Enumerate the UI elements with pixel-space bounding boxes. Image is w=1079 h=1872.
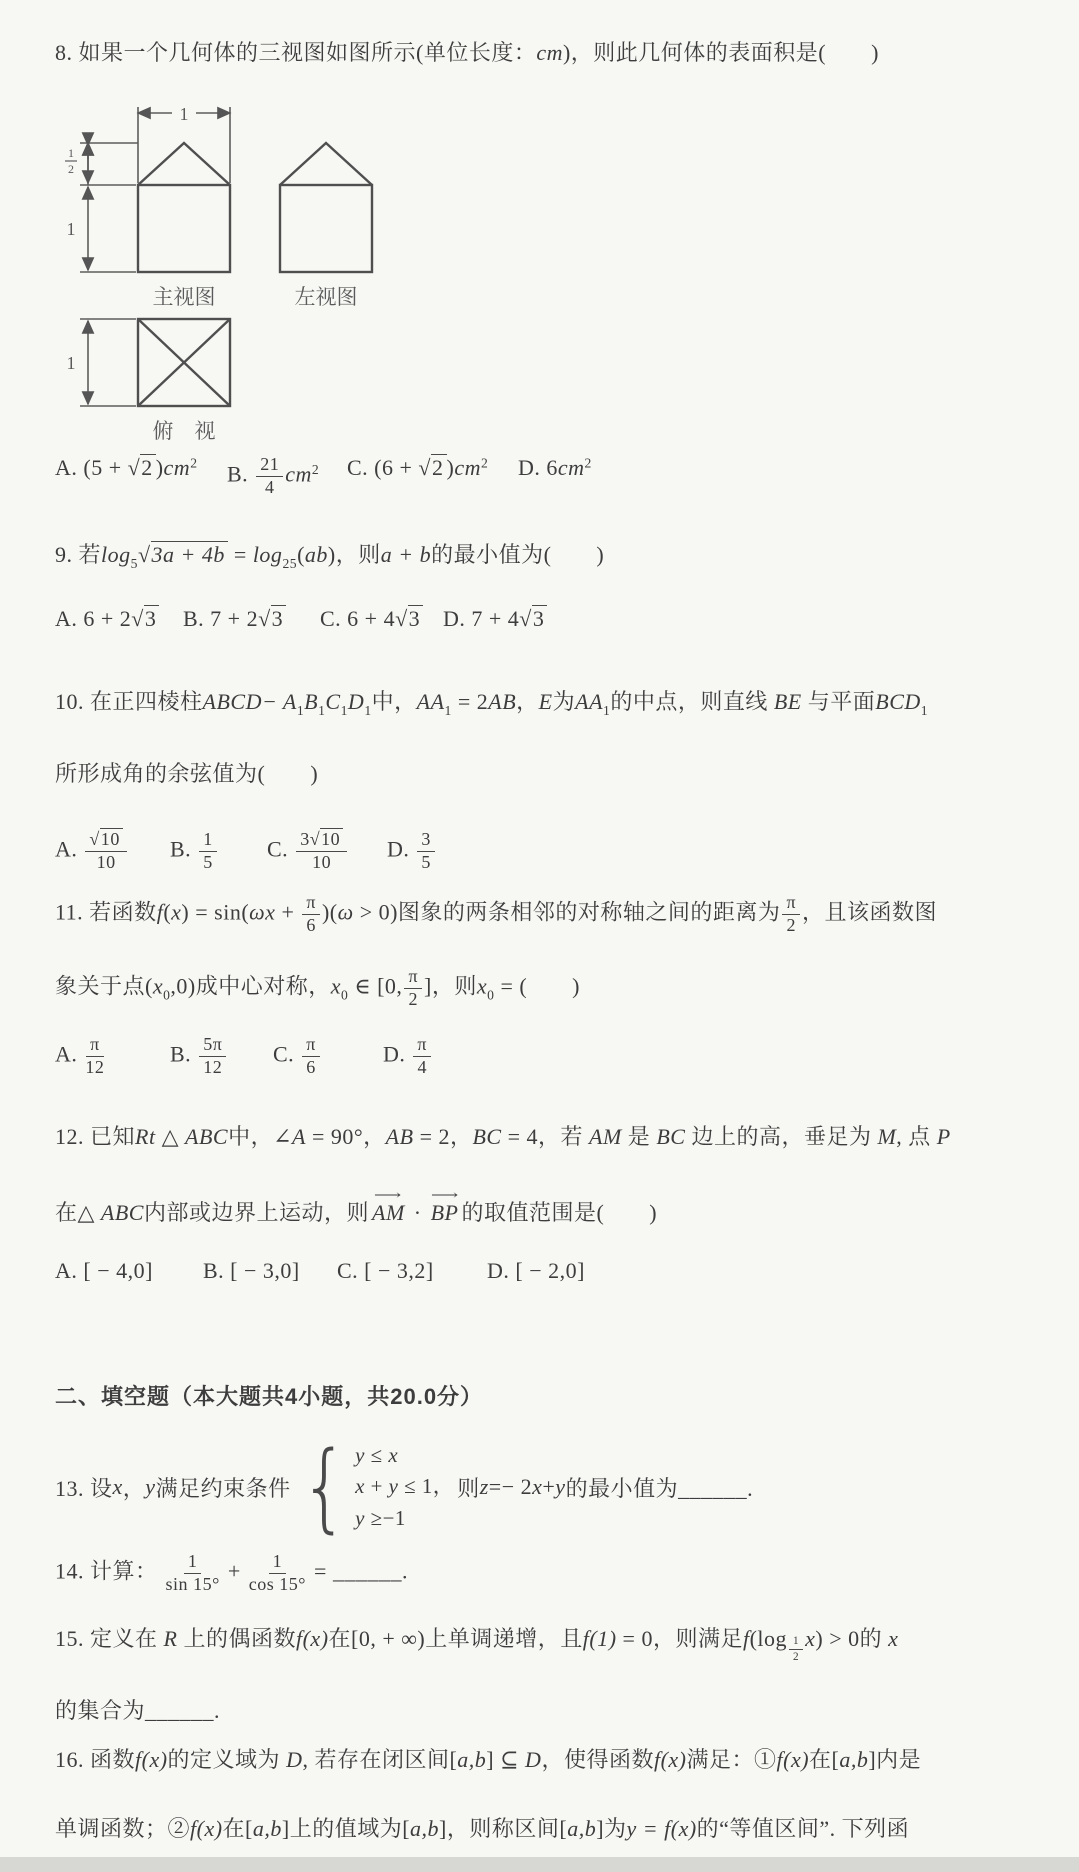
question-9-stem: 9. 若$\log_5√3a + 4b = \log_{25}(ab)$，则a + b的最小值为( ) [55,542,605,572]
question-13-stem: 13. 设 x ， y 满足约束条件 { y ≤ x x + y ≤ 1， y ≥−1 则 z =− 2 x + y 的最小值为______. [55,1430,754,1543]
q8-option-b: B. $\frac{21}{4}$ $cm^2$ [227,454,320,497]
question-16-line1: 16. 函数f(x)的定义域为 D, 若存在闭区间[a,b] ⊆ D，使得函数f(x)满足：①f(x)在[a,b]内是 [55,1747,922,1772]
top-view-caption: 俯 视 [152,419,216,443]
q10-option-c: C. $\frac{3√10}{10}$ [267,830,349,873]
q9-option-c: C. 6 + 4√3 [320,606,423,632]
question-8-stem: 8. 如果一个几何体的三视图如图所示(单位长度：cm)，则此几何体的表面积是( ) [55,40,879,65]
question-9-options [55,606,1045,660]
question-11-line1: 11. 若函数f(x) = sin(ωx + $\frac{\pi}{6}$ )(ω > 0)图象的两条相邻的对称轴之间的距离为 $\frac{\pi}{2}$ ，且该函数图 [55,892,938,935]
q10-option-d: D. $\frac{3}{5}$ [387,830,437,873]
front-view-triangle-height-label [65,146,77,176]
q11-option-a: A. $\frac{\pi}{12}$ [55,1034,105,1077]
q11-option-b: B. $\frac{5\pi}{12}$ [170,1035,228,1078]
question-10-options [55,830,1045,884]
left-view-caption: 左视图 [294,285,358,309]
question-8-options [55,455,1045,509]
front-view-shape [138,143,230,272]
front-view-caption: 主视图 [152,285,216,309]
q11-option-d: D. $\frac{\pi}{4}$ [383,1035,433,1078]
question-12-line1: 12. 已知Rt △ ABC中，∠A = 90°，AB = 2，BC = 4，若 AM 是 BC 边上的高，垂足为 M, 点 P [55,1124,951,1149]
q8-option-d: D. $6cm^2$ [518,455,592,480]
top-view-height-dimension [80,319,136,406]
front-view-height-dimensions [80,143,138,272]
q12-option-d: D. [ − 2,0] [487,1258,585,1283]
three-view-diagram [58,93,438,443]
question-15-line2: 的集合为______. [55,1698,221,1723]
question-14-stem: 14. 计算： $\frac{1}{\sin 15^\circ}$ + $\frac{1}{\cos 15^\circ}$ = ______. [55,1551,408,1594]
scan-bottom-edge [0,1857,1079,1872]
top-view-shape [138,319,230,406]
q11-option-c: C. $\frac{\pi}{6}$ [273,1035,322,1078]
top-view-height-label: 1 [66,353,76,373]
q10-option-b: B. $\frac{1}{5}$ [170,830,219,873]
question-11-options [55,1035,1045,1089]
question-12-line2: 在△ ABC内部或边界上运动，则 AM ⟶ · BP ⟶ 的取值范围是( ) [55,1196,657,1227]
q12-option-c: C. [ − 3,2] [337,1258,434,1283]
question-15-line1: 15. 定义在 R 上的偶函数f(x)在[0, + ∞)上单调递增，且f(1) = 0，则满足f(log $_{\frac{1}{2}}$ x) > 0的 x [55,1626,899,1663]
svg-text:1: 1 [68,146,74,160]
svg-text:2: 2 [68,162,74,176]
q9-option-b: B. 7 + 2√3 [183,606,286,632]
question-16-line2: 单调函数；②f(x)在[a,b]上的值域为[a,b]，则称区间[a,b]为y = f(x)的“等值区间”. 下列函 [55,1816,910,1841]
q10-option-a: A. $\frac{√10}{10}$ [55,830,129,873]
front-view-width-label: 1 [179,104,189,124]
left-view-shape [280,143,372,272]
q9-option-d: D. 7 + 4√3 [443,606,547,632]
question-10-line2: 所形成角的余弦值为( ) [55,761,319,786]
section-2-header: 二、填空题（本大题共4小题，共20.0分） [55,1384,484,1409]
question-11-line2: 象关于点$(x_0,0)$成中心对称，$x_0$ ∈ [0, $\frac{\pi}{2}$ ]，则$x_0$ = ( ) [55,966,581,1009]
q8-option-c: C. (6 + √2 )$cm^2$ [347,455,489,480]
q12-option-a: A. [ − 4,0] [55,1258,153,1283]
question-10-line1: 10. 在正四棱柱ABCD− $A_1B_1C_1D_1$中，$AA_1 = 2AB$，E为$AA_1$的中点，则直线 BE 与平面$BCD_1$ [55,689,929,719]
front-view-square-height-label: 1 [66,219,76,239]
q12-option-b: B. [ − 3,0] [203,1258,300,1283]
q8-option-a: A. (5 + √2 )$cm^2$ [55,455,198,480]
question-12-options [55,1258,1045,1312]
q9-option-a: A. 6 + 2√3 [55,606,159,632]
